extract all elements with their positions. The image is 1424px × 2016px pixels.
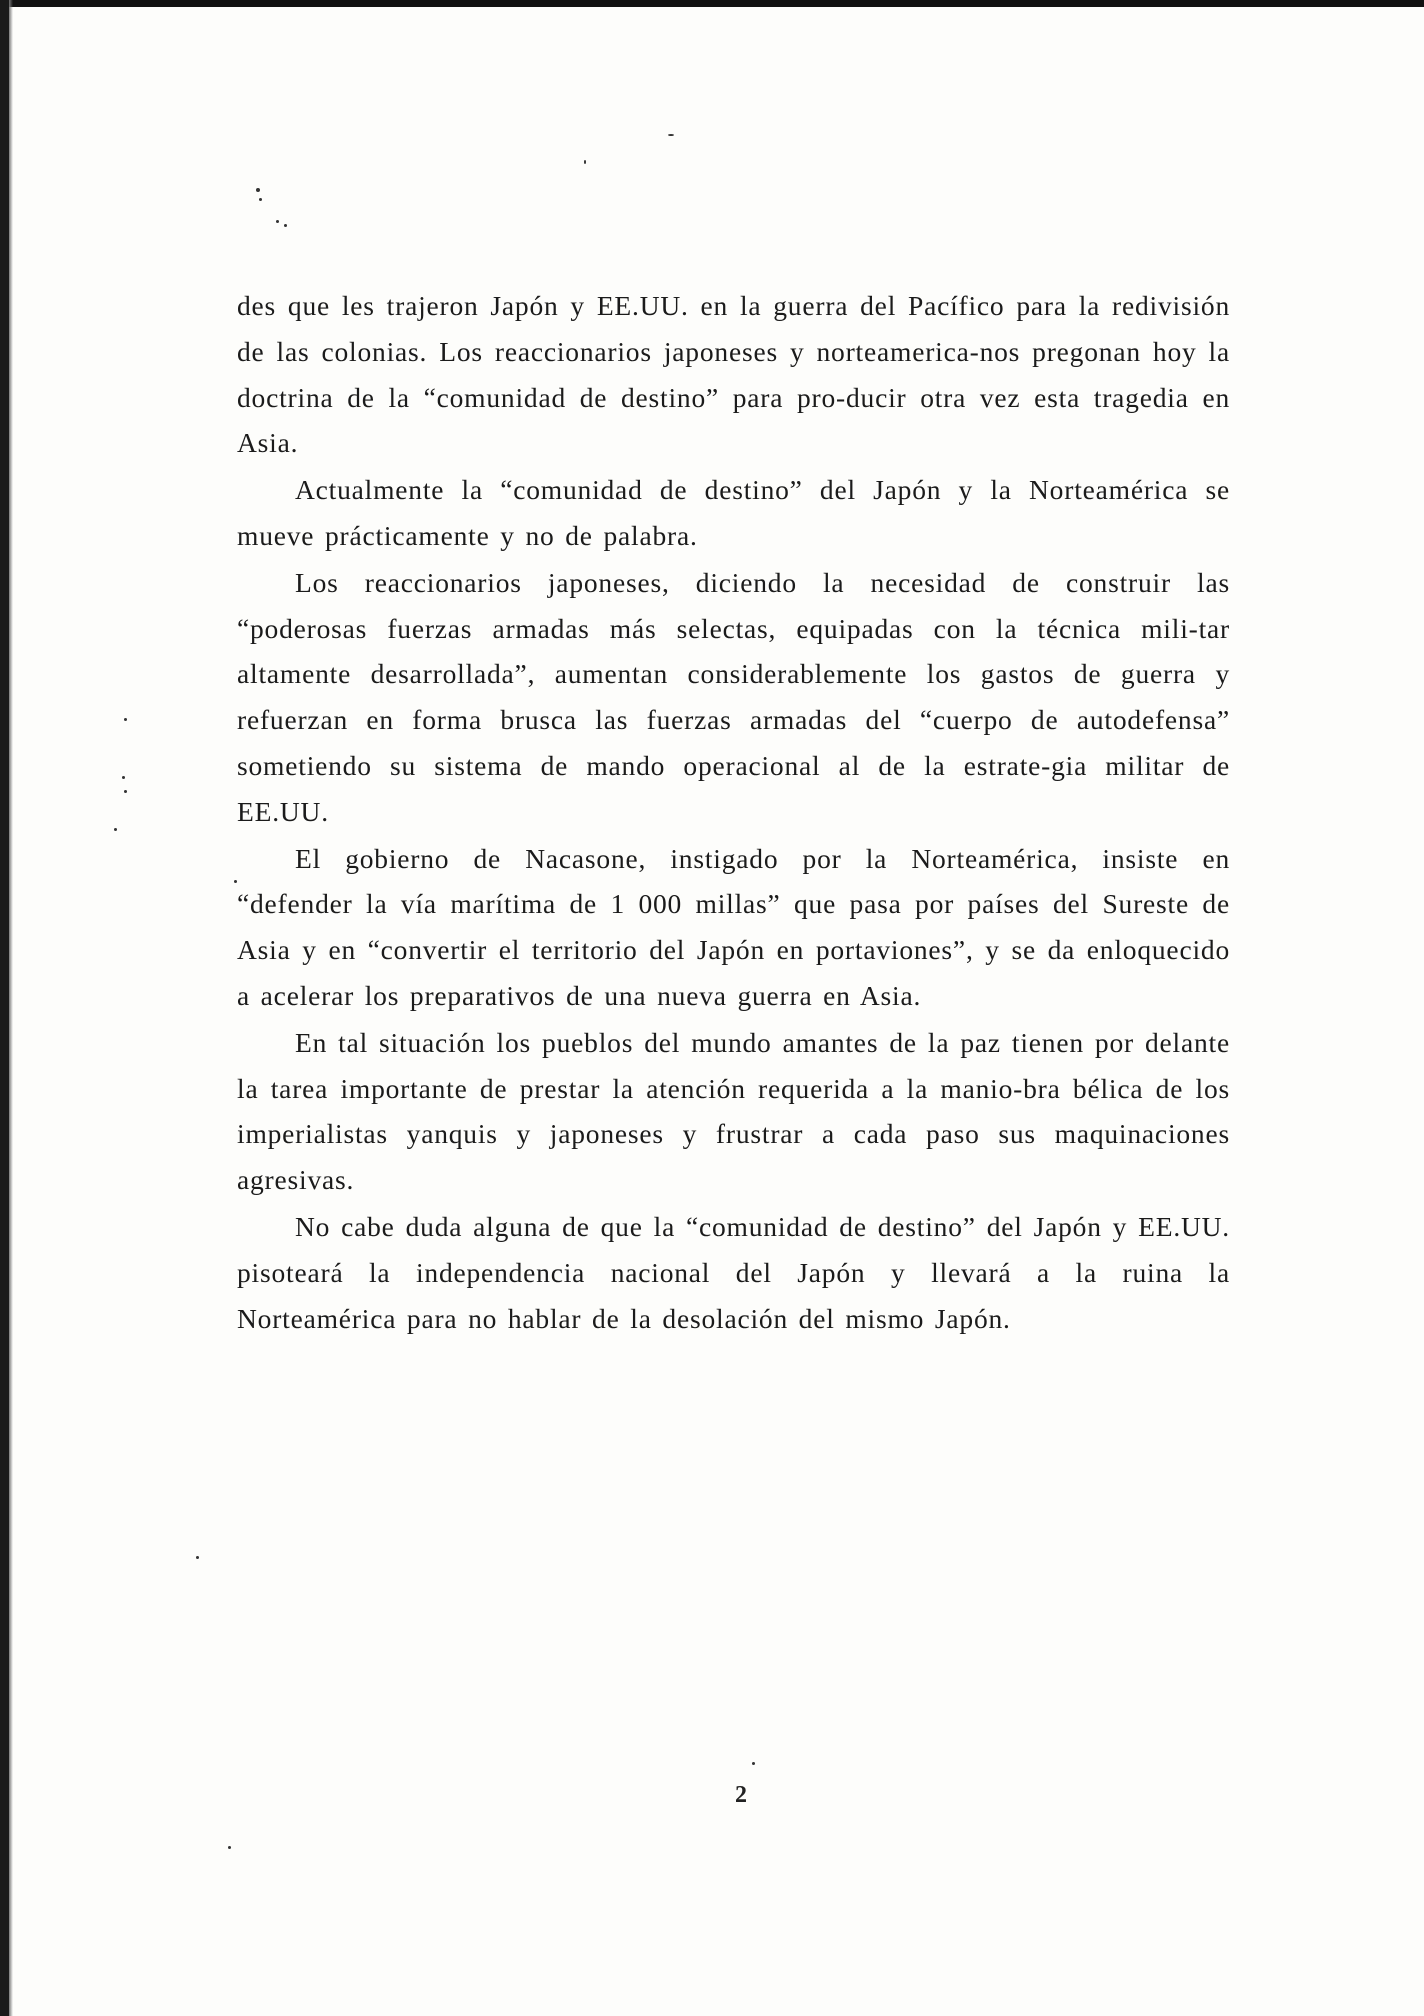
paragraph-2: Actualmente la “comunidad de destino” del Japón y la Norteamérica se mueve prácticamente y no de palabra. <box>237 474 1230 551</box>
scan-speck <box>124 718 127 721</box>
scan-speck <box>256 188 260 192</box>
scan-speck <box>122 776 125 779</box>
scan-speck <box>196 1556 199 1559</box>
scan-speck <box>259 198 262 201</box>
scan-speck <box>114 828 117 831</box>
scan-speck <box>284 224 287 227</box>
scan-speck <box>668 134 674 136</box>
scan-speck <box>276 220 279 223</box>
paragraph-4: El gobierno de Nacasone, instigado por la Norteamérica, insiste en “defender la vía marítima de 1 000 millas” que pasa por países del Sureste de Asia y en “convertir el territorio del Japón en portaviones”, y se da enloquecido a acelerar los preparativos de una nueva guerra en Asia. <box>237 842 1230 1011</box>
scan-speck <box>752 1762 755 1765</box>
paragraph-1: des que les trajeron Japón y EE.UU. en la guerra del Pacífico para la redivisión de las colonias. Los reaccionarios japoneses y norteamerica-nos pregonan hoy la doctrina de la “comunidad de destino” para pro-ducir otra vez esta tragedia en Asia. <box>237 290 1230 459</box>
scan-speck <box>124 790 127 793</box>
scan-edge-top <box>0 0 1424 7</box>
scan-speck <box>228 1846 231 1849</box>
scan-edge-shadow <box>9 0 13 2016</box>
scan-speck <box>584 160 586 164</box>
page-number: 2 <box>735 1782 747 1808</box>
scan-edge-left <box>0 0 9 2016</box>
paragraph-6: No cabe duda alguna de que la “comunidad de destino” del Japón y EE.UU. pisoteará la independencia nacional del Japón y llevará a la ruina la Norteamérica para no hablar de la desolación del mismo Japón. <box>237 1210 1230 1334</box>
paragraph-5: En tal situación los pueblos del mundo amantes de la paz tienen por delante la tarea importante de prestar la atención requerida a la manio-bra bélica de los imperialistas yanquis y japoneses y frustrar a cada paso sus maquinaciones agresivas. <box>237 1026 1230 1196</box>
paragraph-3: Los reaccionarios japoneses, diciendo la necesidad de construir las “poderosas fuerzas armadas más selectas, equipadas con la técnica mili-tar altamente desarrollada”, aumentan considerablemente los gastos de guerra y refuerzan en forma brusca las fuerzas armadas del “cuerpo de autodefensa” sometiendo su sistema de mando operacional al de la estrate-gia militar de EE.UU. <box>237 566 1230 827</box>
body-text <box>237 283 1230 1342</box>
